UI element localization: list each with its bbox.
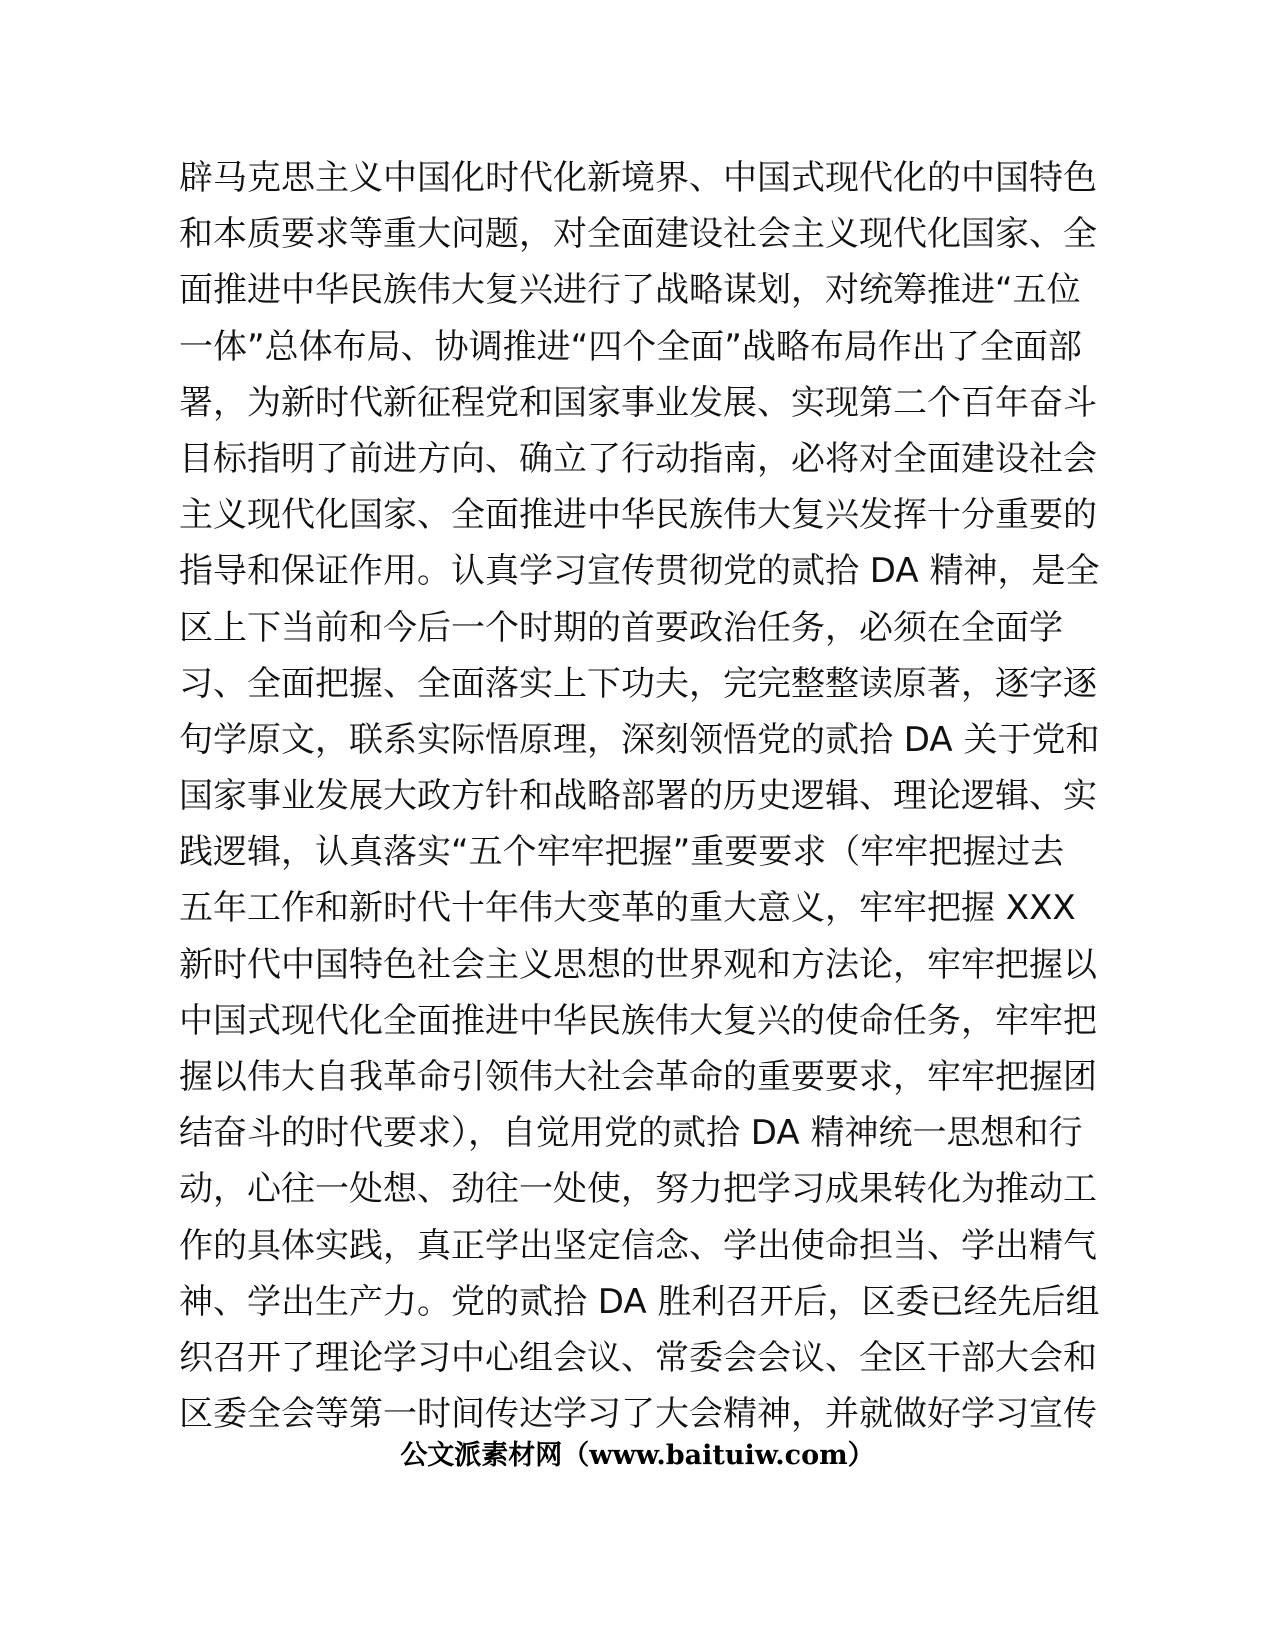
text-line: 区委全会等第一时间传达学习了大会精神，并就做好学习宣传 [179, 1394, 1097, 1435]
text-line: 五年工作和新时代十年伟大变革的重大意义，牢牢把握 XXX [179, 888, 1076, 929]
text-line: 践逻辑，认真落实“五个牢牢把握”重要要求（牢牢把握过去 [179, 832, 1065, 873]
text-line: 辟马克思主义中国化时代化新境界、中国式现代化的中国特色 [179, 158, 1097, 198]
text-line: 一体”总体布局、协调推进“四个全面”战略布局作出了全面部 [179, 326, 1082, 367]
text-line: 主义现代化国家、全面推进中华民族伟大复兴发挥十分重要的 [179, 495, 1097, 536]
text-line: 署，为新时代新征程党和国家事业发展、实现第二个百年奋斗 [179, 382, 1097, 423]
text-line: 织召开了理论学习中心组会议、常委会会议、全区干部大会和 [179, 1337, 1097, 1378]
text-line: 句学原文，联系实际悟原理，深刻领悟党的贰拾 DA 关于党和 [179, 719, 1100, 760]
text-line: 和本质要求等重大问题，对全面建设社会主义现代化国家、全 [179, 214, 1097, 255]
text-line: 面推进中华民族伟大复兴进行了战略谋划，对统筹推进“五位 [179, 270, 1081, 311]
text-line: 握以伟大自我革命引领伟大社会革命的重要要求，牢牢把握团 [179, 1057, 1097, 1097]
text-line: 中国式现代化全面推进中华民族伟大复兴的使命任务，牢牢把 [179, 1000, 1097, 1041]
body-paragraph [179, 150, 1100, 1442]
text-line: 指导和保证作用。认真学习宣传贯彻党的贰拾 DA 精神，是全 [179, 551, 1100, 592]
text-line: 作的具体实践，真正学出坚定信念、学出使命担当、学出精气 [179, 1225, 1097, 1266]
text-line: 目标指明了前进方向、确立了行动指南，必将对全面建设社会 [179, 438, 1097, 479]
text-line: 动，心往一处想、劲往一处使，努力把学习成果转化为推动工 [179, 1169, 1097, 1210]
text-line: 结奋斗的时代要求），自觉用党的贰拾 DA 精神统一思想和行 [179, 1113, 1083, 1154]
page-footer: 公文派素材网（www.baituiw.com） [400, 1440, 875, 1471]
text-line: 习、全面把握、全面落实上下功夫，完完整整读原著，逐字逐 [179, 663, 1097, 704]
text-line: 区上下当前和今后一个时期的首要政治任务，必须在全面学 [179, 607, 1063, 648]
text-line: 新时代中国特色社会主义思想的世界观和方法论，牢牢把握以 [179, 944, 1097, 985]
text-line: 国家事业发展大政方针和战略部署的历史逻辑、理论逻辑、实 [179, 776, 1097, 817]
text-line: 神、学出生产力。党的贰拾 DA 胜利召开后，区委已经先后组 [179, 1281, 1100, 1322]
